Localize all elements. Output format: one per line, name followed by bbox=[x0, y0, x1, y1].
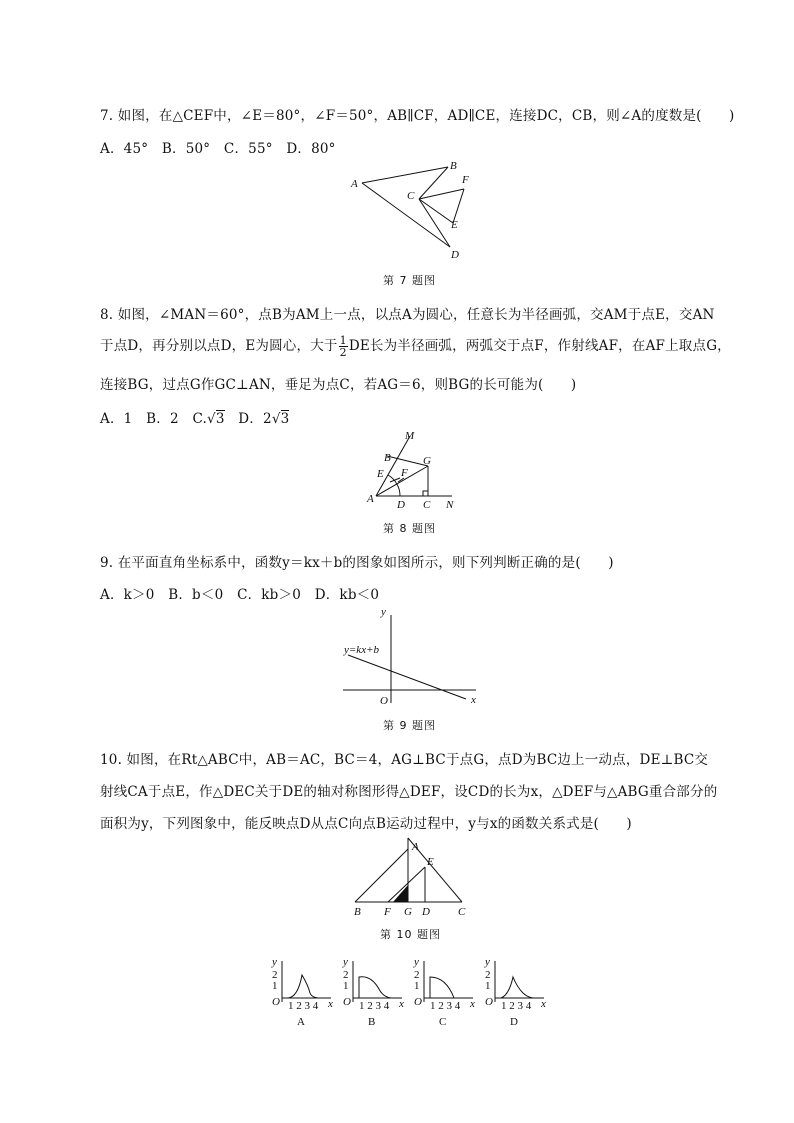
q7-label-c: C bbox=[407, 190, 415, 202]
q9-label-func: y=kx+b bbox=[344, 644, 379, 656]
q9-label-y: y bbox=[381, 606, 386, 618]
q10-graph-a-tick-2: 2 bbox=[272, 969, 278, 981]
q8-figure bbox=[360, 426, 460, 516]
q8-label-d: D bbox=[397, 499, 405, 511]
q10-graph-d-letter: D bbox=[510, 1016, 518, 1027]
q7-label-f: F bbox=[462, 174, 469, 186]
q8-line2-part-b: DE长为半径画弧，两弧交于点F，作射线AF，在AF上取点G， bbox=[348, 338, 731, 354]
q10-figure bbox=[345, 833, 475, 921]
q9-label-x: x bbox=[471, 694, 476, 706]
q10-graph-a-letter: A bbox=[297, 1016, 305, 1027]
q10-caption: 第 10 题图 bbox=[380, 928, 441, 941]
q10-label-d: D bbox=[422, 906, 430, 918]
q8-frac-num: 1 bbox=[339, 334, 347, 347]
q10-graph-a-label-y: y bbox=[272, 956, 277, 968]
q10-graph-b-label-x: x bbox=[399, 998, 404, 1010]
q7-label-a: A bbox=[351, 178, 358, 190]
q8-label-n: N bbox=[446, 499, 454, 511]
q10-line2: 射线CA于点E，作△DEC关于DE的轴对称图形得△DEF，设CD的长为x，△DEF与△ABG重合部分的 bbox=[100, 784, 718, 800]
q10-graph-b-tick-2: 2 bbox=[343, 969, 349, 981]
q8-line1: 8. 如图，∠MAN＝60°，点B为AM上一点，以点A为圆心，任意长为半径画弧，交AM于点E，交AN bbox=[100, 307, 715, 323]
q10-graph-b-x-ticks: 1 2 3 4 bbox=[359, 1000, 390, 1012]
q8-label-e: E bbox=[377, 468, 384, 480]
q8-line2-part-a: 于点D，再分别以点D，E为圆心，大于 bbox=[100, 338, 338, 354]
q10-graph-c-tick-1: 1 bbox=[414, 980, 420, 992]
q7-stem: 7. 如图，在△CEF中，∠E＝80°，∠F＝50°，AB∥CF，AD∥CE，连接DC，CB，则∠A的度数是( ) bbox=[100, 108, 735, 124]
q10-graph-b-tick-1: 1 bbox=[343, 980, 349, 992]
q10-label-a: A bbox=[412, 841, 419, 853]
q8-options-a-b-c: A．1 B．2 C. bbox=[100, 411, 207, 427]
q7-label-d: D bbox=[451, 249, 459, 261]
q10-graph-b bbox=[339, 955, 409, 1027]
q10-graph-d-x-ticks: 1 2 3 4 bbox=[501, 1000, 532, 1012]
q9-caption: 第 9 题图 bbox=[383, 719, 436, 732]
q10-graph-d-label-y: y bbox=[485, 956, 490, 968]
q9-label-o: O bbox=[380, 695, 388, 707]
q10-overlap-region bbox=[393, 885, 408, 902]
q8-fraction bbox=[339, 335, 348, 358]
q10-line1: 10. 如图，在Rt△ABC中，AB＝AC，BC＝4，AG⊥BC于点G，点D为BC边上一动点，DE⊥BC交 bbox=[100, 752, 709, 768]
q8-label-b: B bbox=[384, 452, 391, 464]
q8-label-g: G bbox=[423, 455, 431, 467]
q7-label-e: E bbox=[451, 219, 458, 231]
q10-graph-a-label-o: O bbox=[272, 996, 280, 1008]
q8-label-m: M bbox=[405, 430, 415, 442]
q10-graph-b-letter: B bbox=[368, 1016, 376, 1027]
q10-graph-d bbox=[481, 955, 551, 1027]
q10-label-g: G bbox=[404, 906, 412, 918]
q8-option-c-radicand: 3 bbox=[215, 411, 225, 427]
q9-figure bbox=[338, 603, 488, 708]
q10-graph-c-label-x: x bbox=[470, 998, 475, 1010]
q10-graph-a-label-x: x bbox=[328, 998, 333, 1010]
q8-label-f: F bbox=[401, 467, 408, 479]
q8-label-a: A bbox=[367, 493, 374, 505]
q7-options: A．45° B．50° C．55° D．80° bbox=[100, 141, 336, 157]
q9-stem: 9. 在平面直角坐标系中，函数y＝kx＋b的图象如图所示，则下列判断正确的是( ) bbox=[100, 555, 614, 571]
q10-graph-c-letter: C bbox=[439, 1016, 447, 1027]
q10-graph-c bbox=[410, 955, 480, 1027]
q10-line3: 面积为y，下列图象中，能反映点D从点C向点B运动过程中，y与x的函数关系式是( ) bbox=[100, 816, 632, 832]
q8-frac-den: 2 bbox=[339, 346, 347, 359]
q10-graph-c-x-ticks: 1 2 3 4 bbox=[430, 1000, 461, 1012]
q10-graph-d-tick-1: 1 bbox=[485, 980, 491, 992]
q9-options: A．k＞0 B．b＜0 C．kb＞0 D．kb＜0 bbox=[100, 587, 380, 603]
q10-label-b: B bbox=[354, 906, 361, 918]
q10-graph-a-tick-1: 1 bbox=[272, 980, 278, 992]
q8-option-d-radicand: 3 bbox=[280, 411, 290, 427]
q10-graph-b-label-o: O bbox=[343, 996, 351, 1008]
q10-graph-d-label-x: x bbox=[541, 998, 546, 1010]
q8-option-d: D．2 bbox=[224, 411, 272, 427]
q8-caption: 第 8 题图 bbox=[383, 522, 436, 535]
q10-graph-d-label-o: O bbox=[485, 996, 493, 1008]
q10-graph-b-label-y: y bbox=[343, 956, 348, 968]
q10-graph-c-tick-2: 2 bbox=[414, 969, 420, 981]
q10-graph-a bbox=[268, 955, 338, 1027]
q8-options: A．1 B．2 C.√3 D．2√3 bbox=[100, 411, 290, 427]
q10-graph-a-x-ticks: 1 2 3 4 bbox=[288, 1000, 319, 1012]
q8-label-c: C bbox=[423, 499, 431, 511]
q10-graph-c-label-o: O bbox=[414, 996, 422, 1008]
q10-graph-d-tick-2: 2 bbox=[485, 969, 491, 981]
q7-caption: 第 7 题图 bbox=[383, 274, 436, 287]
q8-line3: 连接BG，过点G作GC⊥AN，垂足为点C，若AG＝6，则BG的长可能为( ) bbox=[100, 377, 577, 393]
q10-graph-c-label-y: y bbox=[414, 956, 419, 968]
q10-label-f: F bbox=[384, 906, 391, 918]
q7-label-b: B bbox=[450, 160, 457, 172]
q10-label-e: E bbox=[427, 856, 434, 868]
q7-figure bbox=[340, 155, 480, 265]
q10-label-c: C bbox=[458, 906, 466, 918]
q8-line2 bbox=[100, 334, 731, 358]
